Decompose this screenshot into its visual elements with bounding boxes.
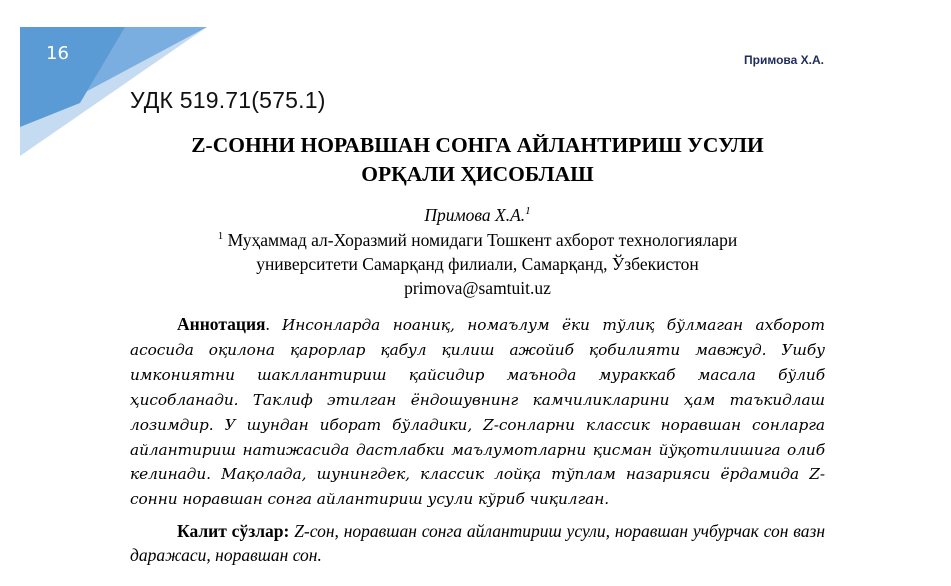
affiliation	[130, 224, 825, 300]
title-line-1: Z-СОННИ НОРАВШАН СОНГА АЙЛАНТИРИШ УСУЛИ	[191, 133, 764, 157]
author-name	[130, 200, 825, 226]
keywords-label: Калит сўзлар:	[177, 521, 295, 541]
page-number: 16	[46, 43, 69, 64]
paper-title	[130, 131, 825, 189]
affiliation-superscript: 1	[217, 230, 224, 242]
abstract-paragraph	[130, 313, 825, 512]
keywords-text: Z-сон, норавшан сонга айлантириш усули, норавшан учбурчак сон вазн даражаси, норавшан сон.	[130, 521, 825, 565]
abstract-separator: .	[265, 314, 282, 334]
running-head-author: Примова Х.А.	[744, 53, 824, 67]
abstract-text: Инсонларда ноаниқ, номаълум ёки тўлиқ бўлмаган ахборот асосида оқилона қарорлар қабул қилиш ажойиб қобилияти мавжуд. Ушбу имкониятни шакллантириш қайсидир маънода мураккаб масала бўлиб ҳисобланади. Таклиф этилган ёндошувнинг камчиликларини ҳам таъкидлаш лозимдир. У шундан иборат бўладики, Z-сонларни классик норавшан сонларга айлантириш натижасида дастлабки маълумотларни қисман йўқотилишига олиб келинади. Мақолада, шунингдек, классик лойқа тўплам назарияси ёрдамида Z-сонни норавшан сонга айлантириш усули кўриб чиқилган.	[130, 316, 826, 509]
author-text: Примова Х.А.	[424, 204, 526, 225]
title-line-2: ОРҚАЛИ ҲИСОБЛАШ	[361, 162, 594, 186]
affiliation-line-1: Муҳаммад ал-Хоразмий номидаги Тошкент ахборот технологиялари	[227, 229, 738, 250]
keywords-paragraph	[130, 519, 825, 567]
abstract-label: Аннотация	[177, 314, 266, 334]
author-superscript: 1	[525, 205, 531, 217]
affiliation-line-2: университети Самарқанд филиали, Самарқанд, Ўзбекистон	[256, 253, 699, 274]
udk-code: УДК 519.71(575.1)	[130, 87, 326, 113]
author-email: primova@samtuit.uz	[404, 277, 551, 298]
